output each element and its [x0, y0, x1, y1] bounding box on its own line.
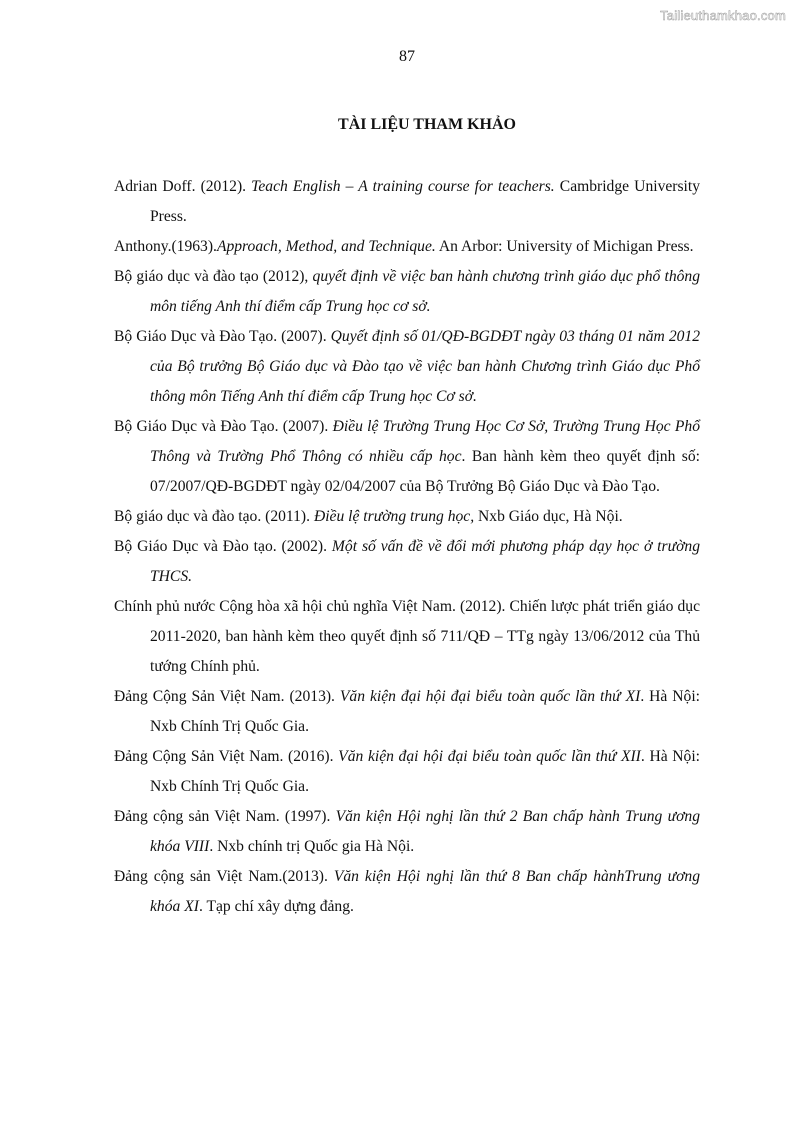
reference-title: quyết định về việc ban hành chương trình giáo dục phổ thông môn tiếng Anh thí điểm cấp Trung học cơ sở. — [150, 268, 701, 315]
reference-item — [114, 682, 700, 742]
reference-author-year: Chính phủ nước Cộng hòa xã hội chủ nghĩa Việt Nam. (2012). Chiến lược phát triển giáo dục 2011-2020, ban hành kèm theo quyết định số 711/QĐ – TTg ngày 13/06/2012 của Thủ tướng Chính phủ. — [114, 598, 700, 675]
reference-title: Văn kiện Hội nghị lần thứ 8 Ban chấp hànhTrung ương khóa XI — [150, 868, 701, 915]
reference-item — [114, 232, 700, 262]
reference-item — [114, 262, 700, 322]
reference-title: Điều lệ trường trung học, — [313, 508, 475, 525]
reference-publisher: . Hà Nội: Nxb Chính Trị Quốc Gia. — [150, 688, 700, 735]
page-title: TÀI LIỆU THAM KHẢO — [338, 116, 516, 133]
reference-publisher: Nxb Giáo dục, Hà Nội. — [474, 508, 623, 525]
reference-title: Văn kiện Hội nghị lần thứ 2 Ban chấp hành Trung ương khóa VIII — [150, 808, 700, 855]
reference-title: Điều lệ Trường Trung Học Cơ Sở, Trường Trung Học Phổ Thông và Trường Phổ Thông có nhiều cấp học — [150, 418, 700, 465]
reference-publisher: . Ban hành kèm theo quyết định số: 07/2007/QĐ-BGDĐT ngày 02/04/2007 của Bộ Trưởng Bộ Giáo Dục và Đào Tạo. — [150, 448, 700, 495]
watermark: Tailieuthamkhao.com — [660, 8, 786, 23]
reference-author-year: Bộ Giáo Dục và Đào Tạo. (2007). — [114, 328, 331, 345]
reference-author-year: Đảng cộng sản Việt Nam.(2013). — [114, 868, 334, 885]
reference-author-year: Bộ giáo dục và đào tạo. (2011). — [114, 508, 314, 525]
reference-list — [114, 172, 700, 922]
reference-title: Văn kiện đại hội đại biểu toàn quốc lần thứ XII — [338, 748, 641, 765]
reference-item — [114, 532, 700, 592]
reference-publisher: . Hà Nội: Nxb Chính Trị Quốc Gia. — [150, 748, 700, 795]
reference-author-year: Đảng Cộng Sản Việt Nam. (2016). — [114, 748, 339, 765]
reference-title: Quyết định số 01/QĐ-BGDĐT ngày 03 tháng 01 năm 2012 của Bộ trưởng Bộ Giáo dục và Đào tạo về việc ban hành Chương trình Giáo dục Phổ thông môn Tiếng Anh thí điểm cấp Trung học Cơ sở. — [150, 328, 701, 405]
reference-author-year: Adrian Doff. (2012). — [114, 178, 252, 195]
reference-author-year: Bộ Giáo Dục và Đào tạo. (2002). — [114, 538, 332, 555]
reference-title: Một số vấn đề về đổi mới phương pháp dạy học ở trường THCS. — [150, 538, 701, 585]
reference-title: Teach English – A training course for teachers. — [251, 178, 555, 195]
reference-title: Văn kiện đại hội đại biểu toàn quốc lần thứ XI — [339, 688, 641, 705]
reference-item — [114, 172, 700, 232]
reference-publisher: . Tạp chí xây dựng đảng. — [198, 898, 354, 915]
page-number: 87 — [399, 48, 415, 65]
reference-author-year: Bộ Giáo Dục và Đào Tạo. (2007). — [114, 418, 333, 435]
reference-item — [114, 502, 700, 532]
reference-title: Approach, Method, and Technique. — [216, 238, 436, 255]
reference-publisher: An Arbor: University of Michigan Press. — [435, 238, 694, 255]
reference-item — [114, 742, 700, 802]
reference-item — [114, 802, 700, 862]
reference-item — [114, 592, 700, 682]
reference-publisher: Cambridge University Press. — [150, 178, 701, 225]
reference-item — [114, 322, 700, 412]
reference-item — [114, 412, 700, 502]
reference-author-year: Bộ giáo dục và đào tạo (2012), — [114, 268, 313, 285]
reference-item — [114, 862, 700, 922]
reference-author-year: Đảng cộng sản Việt Nam. (1997). — [114, 808, 336, 825]
reference-author-year: Anthony.(1963). — [114, 238, 217, 255]
reference-author-year: Đảng Cộng Sản Việt Nam. (2013). — [114, 688, 340, 705]
reference-publisher: . Nxb chính trị Quốc gia Hà Nội. — [209, 838, 415, 855]
